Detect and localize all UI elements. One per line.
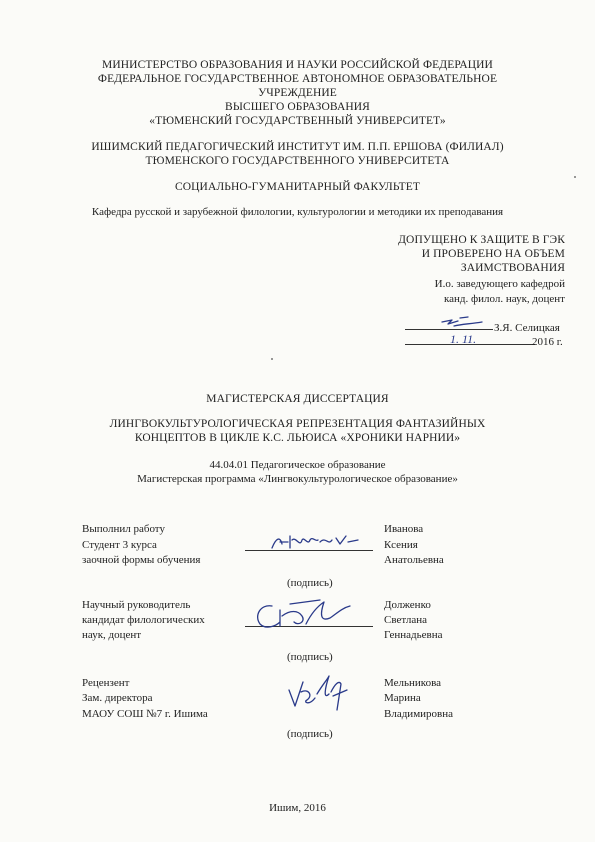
supervisor-signature-caption: (подпись) xyxy=(287,651,333,663)
student-role-line-2: Студент 3 курса xyxy=(82,539,157,551)
reviewer-patronymic: Владимировна xyxy=(384,708,454,720)
faculty-name: СОЦИАЛЬНО-ГУМАНИТАРНЫЙ ФАКУЛЬТЕТ xyxy=(174,181,421,193)
thesis-title-line-2: КОНЦЕПТОВ В ЦИКЛЕ К.С. ЛЬЮИСА «ХРОНИКИ НАРНИИ» xyxy=(134,432,461,444)
reviewer-signature xyxy=(283,670,363,720)
student-role-line-1: Выполнил работу xyxy=(82,523,165,535)
approval-degree: канд. филол. наук, доцент xyxy=(443,293,565,305)
institution-line-3: ВЫСШЕГО ОБРАЗОВАНИЯ xyxy=(225,101,370,113)
specialty-code: 44.04.01 Педагогическое образование xyxy=(209,459,386,471)
reviewer-signature-caption: (подпись) xyxy=(287,728,333,740)
supervisor-patronymic: Геннадьевна xyxy=(384,629,443,641)
supervisor-last-name: Долженко xyxy=(384,599,431,611)
institution-line-1: ФЕДЕРАЛЬНОЕ ГОСУДАРСТВЕННОЕ АВТОНОМНОЕ ОБРАЗОВАТЕЛЬНОЕ xyxy=(97,73,498,85)
approval-line-3: ЗАИМСТВОВАНИЯ xyxy=(460,262,565,274)
approval-date-handwritten: 1. 11. xyxy=(450,332,477,346)
thesis-title-line-1: ЛИНГВОКУЛЬТУРОЛОГИЧЕСКАЯ РЕПРЕЗЕНТАЦИЯ ФАНТАЗИЙНЫХ xyxy=(109,418,486,430)
institution-line-2: УЧРЕЖДЕНИЕ xyxy=(258,87,337,99)
department-name: Кафедра русской и зарубежной филологии, культурологии и методики их преподавания xyxy=(91,206,504,218)
scan-speck xyxy=(271,358,273,360)
student-role-line-3: заочной формы обучения xyxy=(82,554,201,566)
approval-signature xyxy=(438,312,488,332)
student-signature-caption: (подпись) xyxy=(287,577,333,589)
student-first-name: Ксения xyxy=(384,539,418,551)
branch-line-2: ТЮМЕНСКОГО ГОСУДАРСТВЕННОГО УНИВЕРСИТЕТА xyxy=(145,155,450,167)
supervisor-role-line-1: Научный руководитель xyxy=(82,599,191,611)
supervisor-signature xyxy=(250,596,360,636)
reviewer-first-name: Марина xyxy=(384,692,421,704)
university-name: «ТЮМЕНСКИЙ ГОСУДАРСТВЕННЫЙ УНИВЕРСИТЕТ» xyxy=(149,115,446,127)
city-year: Ишим, 2016 xyxy=(269,802,326,814)
student-patronymic: Анатольевна xyxy=(384,554,444,566)
reviewer-role-line-2: Зам. директора xyxy=(82,692,153,704)
supervisor-role-line-2: кандидат филологических xyxy=(82,614,205,626)
reviewer-role-line-1: Рецензент xyxy=(82,677,130,689)
document-type: МАГИСТЕРСКАЯ ДИССЕРТАЦИЯ xyxy=(206,393,389,405)
scan-speck xyxy=(574,176,576,178)
branch-line-1: ИШИМСКИЙ ПЕДАГОГИЧЕСКИЙ ИНСТИТУТ ИМ. П.П. ЕРШОВА (ФИЛИАЛ) xyxy=(91,141,504,153)
supervisor-role-line-3: наук, доцент xyxy=(82,629,142,641)
student-signature xyxy=(266,530,366,554)
approval-line-2: И ПРОВЕРЕНО НА ОБЪЕМ xyxy=(421,248,565,260)
reviewer-role-line-3: МАОУ СОШ №7 г. Ишима xyxy=(82,708,208,720)
approval-year: 2016 г. xyxy=(532,336,563,348)
reviewer-last-name: Мельникова xyxy=(384,677,442,689)
approval-role: И.о. заведующего кафедрой xyxy=(434,278,565,290)
supervisor-first-name: Светлана xyxy=(384,614,428,626)
approval-name: З.Я. Селицкая xyxy=(494,322,560,334)
ministry-line: МИНИСТЕРСТВО ОБРАЗОВАНИЯ И НАУКИ РОССИЙСКОЙ ФЕДЕРАЦИИ xyxy=(102,59,493,71)
approval-line-1: ДОПУЩЕНО К ЗАЩИТЕ В ГЭК xyxy=(398,234,565,246)
master-program: Магистерская программа «Лингвокультурологическое образование» xyxy=(137,473,458,485)
student-last-name: Иванова xyxy=(384,523,424,535)
